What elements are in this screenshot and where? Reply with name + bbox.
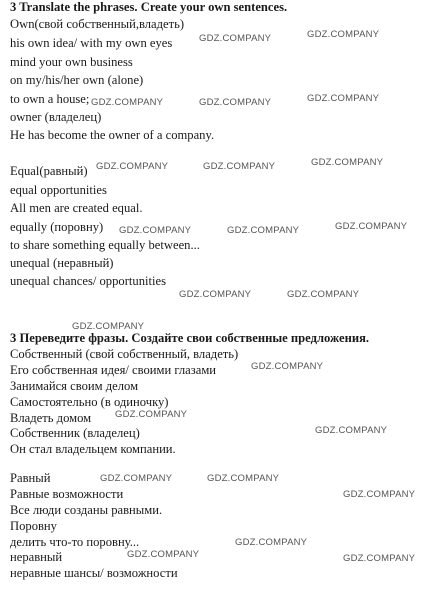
watermark: GDZ.COMPANY (72, 321, 145, 332)
text-line: Самостоятельно (в одиночку) (10, 395, 169, 409)
text-line: Equal(равный) (10, 164, 88, 178)
watermark: GDZ.COMPANY (251, 361, 324, 372)
text-line: Собственник (владелец) (10, 426, 140, 440)
text-line: Равные возможности (10, 487, 124, 501)
text-line: He has become the owner of a company. (10, 128, 215, 142)
watermark: GDZ.COMPANY (91, 97, 164, 108)
watermark: GDZ.COMPANY (235, 537, 308, 548)
watermark: GDZ.COMPANY (199, 33, 272, 44)
section-heading-russian: 3 Переведите фразы. Создайте свои собственные предложения. (10, 331, 370, 345)
watermark: GDZ.COMPANY (307, 29, 380, 40)
text-line: to share something equally between... (10, 238, 200, 252)
text-line: Занимайся своим делом (10, 379, 139, 393)
text-line: All men are created equal. (10, 201, 143, 215)
watermark: GDZ.COMPANY (311, 157, 384, 168)
watermark: GDZ.COMPANY (96, 161, 169, 172)
watermark: GDZ.COMPANY (287, 289, 360, 300)
watermark: GDZ.COMPANY (119, 225, 192, 236)
text-line: Равный (10, 471, 51, 485)
watermark: GDZ.COMPANY (179, 289, 252, 300)
text-line: Владеть домом (10, 411, 92, 425)
text-line: Own(свой собственный,владеть) (10, 17, 185, 31)
watermark: GDZ.COMPANY (127, 549, 200, 560)
text-line: on my/his/her own (alone) (10, 73, 144, 87)
watermark: GDZ.COMPANY (199, 97, 272, 108)
text-line: Его собственная идея/ своими глазами (10, 363, 217, 377)
text-line: equal opportunities (10, 183, 107, 197)
text-line: Собственный (свой собственный, владеть) (10, 347, 239, 361)
watermark: GDZ.COMPANY (203, 161, 276, 172)
text-line: unequal chances/ opportunities (10, 274, 166, 288)
watermark: GDZ.COMPANY (100, 473, 173, 484)
text-line: unequal (неравный) (10, 256, 114, 270)
watermark: GDZ.COMPANY (343, 489, 416, 500)
text-line: делить что-то поровну... (10, 535, 140, 549)
watermark: GDZ.COMPANY (227, 225, 300, 236)
watermark: GDZ.COMPANY (343, 553, 416, 564)
text-line: to own a house; (10, 92, 90, 106)
text-line: Все люди созданы равными. (10, 503, 163, 517)
text-line: owner (владелец) (10, 110, 102, 124)
text-line: equally (поровну) (10, 220, 104, 234)
text-line: mind your own business (10, 55, 133, 69)
section-heading-english: 3 Translate the phrases. Create your own sentences. (10, 0, 288, 14)
text-line: Он стал владельцем компании. (10, 442, 176, 456)
text-line: Поровну (10, 519, 57, 533)
watermark: GDZ.COMPANY (335, 221, 408, 232)
text-line: неравные шансы/ возможности (10, 566, 178, 580)
watermark: GDZ.COMPANY (207, 473, 280, 484)
watermark: GDZ.COMPANY (307, 93, 380, 104)
text-line: his own idea/ with my own eyes (10, 36, 173, 50)
text-line: неравный (10, 550, 63, 564)
watermark: GDZ.COMPANY (115, 409, 188, 420)
watermark: GDZ.COMPANY (315, 425, 388, 436)
